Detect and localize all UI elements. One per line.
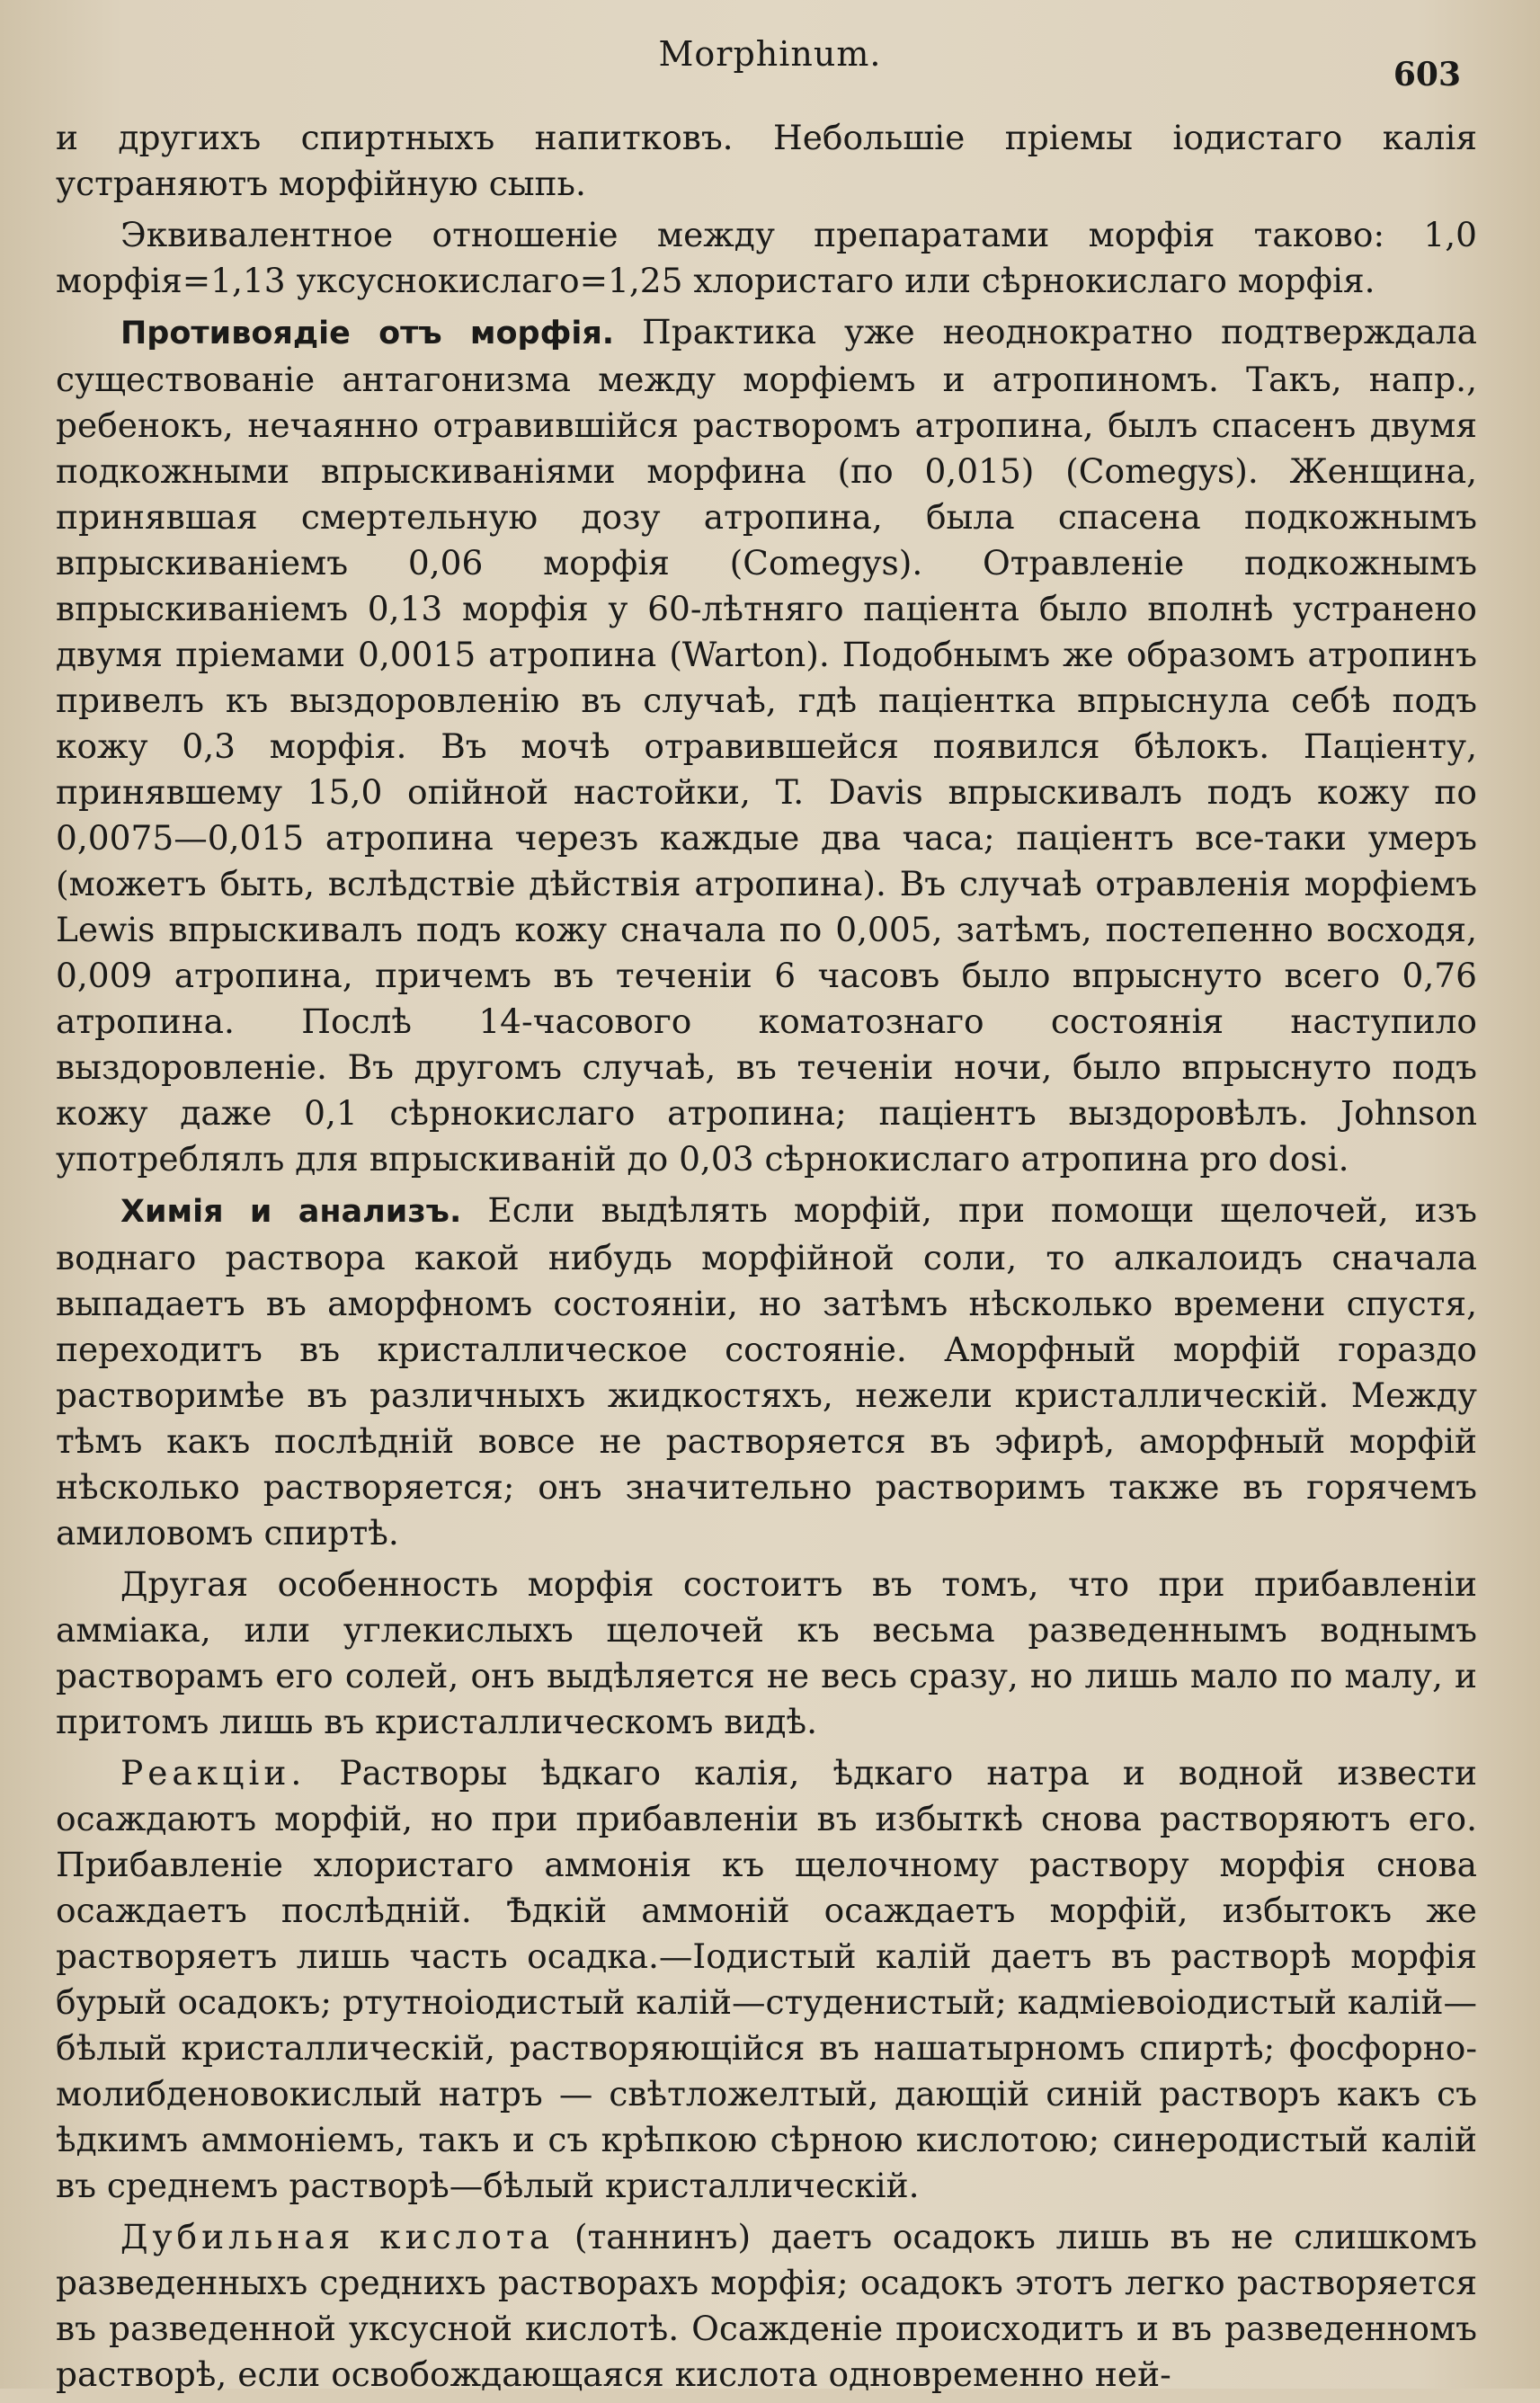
paragraph-equivalents — [56, 212, 1477, 304]
section-heading-tannic-acid: Дубильная кислота — [120, 2217, 555, 2256]
section-heading-antidote: Противоядіе отъ морфія. — [120, 316, 615, 352]
paragraph-reactions — [56, 1750, 1477, 2209]
paragraph-peculiarity — [56, 1562, 1477, 1745]
paragraph-text: Эквивалентное отношеніе между препаратами морфія таково: 1,0 морфія=1,13 уксуснокислаго=1,25 хлористаго или сѣрнокислаго морфія. — [56, 215, 1477, 300]
paragraph-text: Другая особенность морфія состоитъ въ томъ, что при прибавленіи амміака, или углекислыхъ щелочей къ весьма разведеннымъ воднымъ растворамъ его солей, онъ выдѣляется не весь сразу, но лишь мало по малу, и притомъ лишь въ кристаллическомъ видѣ. — [56, 1564, 1477, 1741]
paragraph-text: Если выдѣлять морфій, при помощи щелочей, изъ воднаго раствора какой нибудь морфійной соли, то алкалоидъ сначала выпадаетъ въ аморфномъ состояніи, но затѣмъ нѣсколько времени спустя, переходитъ въ кристаллическое состояніе. Аморфный морфій гораздо растворимѣе въ различныхъ жидкостяхъ, нежели кристаллическій. Между тѣмъ какъ послѣдній вовсе не растворяется въ эфирѣ, аморфный морфій нѣсколько растворяется; онъ значительно растворимъ также въ горячемъ амиловомъ спиртѣ. — [56, 1190, 1477, 1553]
running-title: Morphinum. — [658, 34, 882, 74]
paragraph-tannic-acid — [56, 2214, 1477, 2398]
paragraph-chemistry — [56, 1188, 1477, 1556]
page-number: 603 — [1393, 56, 1461, 93]
paragraph-text: и другихъ спиртныхъ напитковъ. Небольшіе пріемы іодистаго калія устраняютъ морфійную сыпь. — [56, 118, 1477, 203]
paragraph-continuation — [56, 115, 1477, 207]
paragraph-text: Растворы ѣдкаго калія, ѣдкаго натра и водной извести осаждаютъ морфій, но при прибавленіи въ избыткѣ снова растворяютъ его. Прибавленіе хлористаго аммонія къ щелочному раствору морфія снова осаждаетъ послѣдній. Ѣдкій аммоній осаждаетъ морфій, избытокъ же растворяетъ лишь часть осадка.—Іодистый калій даетъ въ растворѣ морфія бурый осадокъ; ртутноіодистый калій—студенистый; кадміевоіодистый калій—бѣлый кристаллическій, растворяющійся въ нашатырномъ спиртѣ; фосфорно-молибденовокислый натръ — свѣтложелтый, дающій синій растворъ какъ съ ѣдкимъ аммоніемъ, такъ и съ крѣпкою сѣрною кислотою; синеродистый калій въ среднемъ растворѣ—бѣлый кристаллическій. — [56, 1753, 1477, 2205]
section-heading-reactions: Реакціи. — [120, 1753, 307, 1793]
paragraph-text: Практика уже неоднократно подтверждала существованіе антагонизма между морфіемъ и атропиномъ. Такъ, напр., ребенокъ, нечаянно отравившійся растворомъ атропина, былъ спасенъ двумя подкожными впрыскиваніями морфина (по 0,015) (Comegys). Женщина, принявшая смертельную дозу атропина, была спасена подкожнымъ впрыскиваніемъ 0,06 морфія (Comegys). Отравленіе подкожнымъ впрыскиваніемъ 0,13 морфія у 60-лѣтняго паціента было вполнѣ устранено двумя пріемами 0,0015 атропина (Warton). Подобнымъ же образомъ атропинъ привелъ къ выздоровленію въ случаѣ, гдѣ паціентка впрыснула себѣ подъ кожу 0,3 морфія. Въ мочѣ отравившейся появился бѣлокъ. Паціенту, принявшему 15,0 опійной настойки, T. Davis впрыскивалъ подъ кожу по 0,0075—0,015 атропина черезъ каждые два часа; паціентъ все-таки умеръ (можетъ быть, вслѣдствіе дѣйствія атропина). Въ случаѣ отравленія морфіемъ Lewis впрыскивалъ подъ кожу сначала по 0,005, затѣмъ, постепенно восходя, 0,009 атропина, причемъ въ теченіи 6 часовъ было впрыснуто всего 0,76 атропина. Послѣ 14-часового коматознаго состоянія наступило выздоровленіе. Въ другомъ случаѣ, въ теченіи ночи, было впрыснуто подъ кожу даже 0,1 сѣрнокислаго атропина; паціентъ выздоровѣлъ. Johnson употреблялъ для впрыскиваній до 0,03 сѣрнокислаго атропина pro dosi. — [56, 312, 1477, 1179]
paragraph-antidote — [56, 309, 1477, 1182]
paragraph-text: (таннинъ) даетъ осадокъ лишь въ не слишкомъ разведенныхъ среднихъ растворахъ морфія; осадокъ этотъ легко растворяется въ разведенной уксусной кислотѣ. Осажденіе происходитъ и въ разведенномъ растворѣ, если освобождающаяся кислота одновременно ней- — [56, 2217, 1477, 2394]
body-text — [56, 115, 1477, 2403]
section-heading-chemistry: Химія и анализъ. — [120, 1194, 462, 1230]
